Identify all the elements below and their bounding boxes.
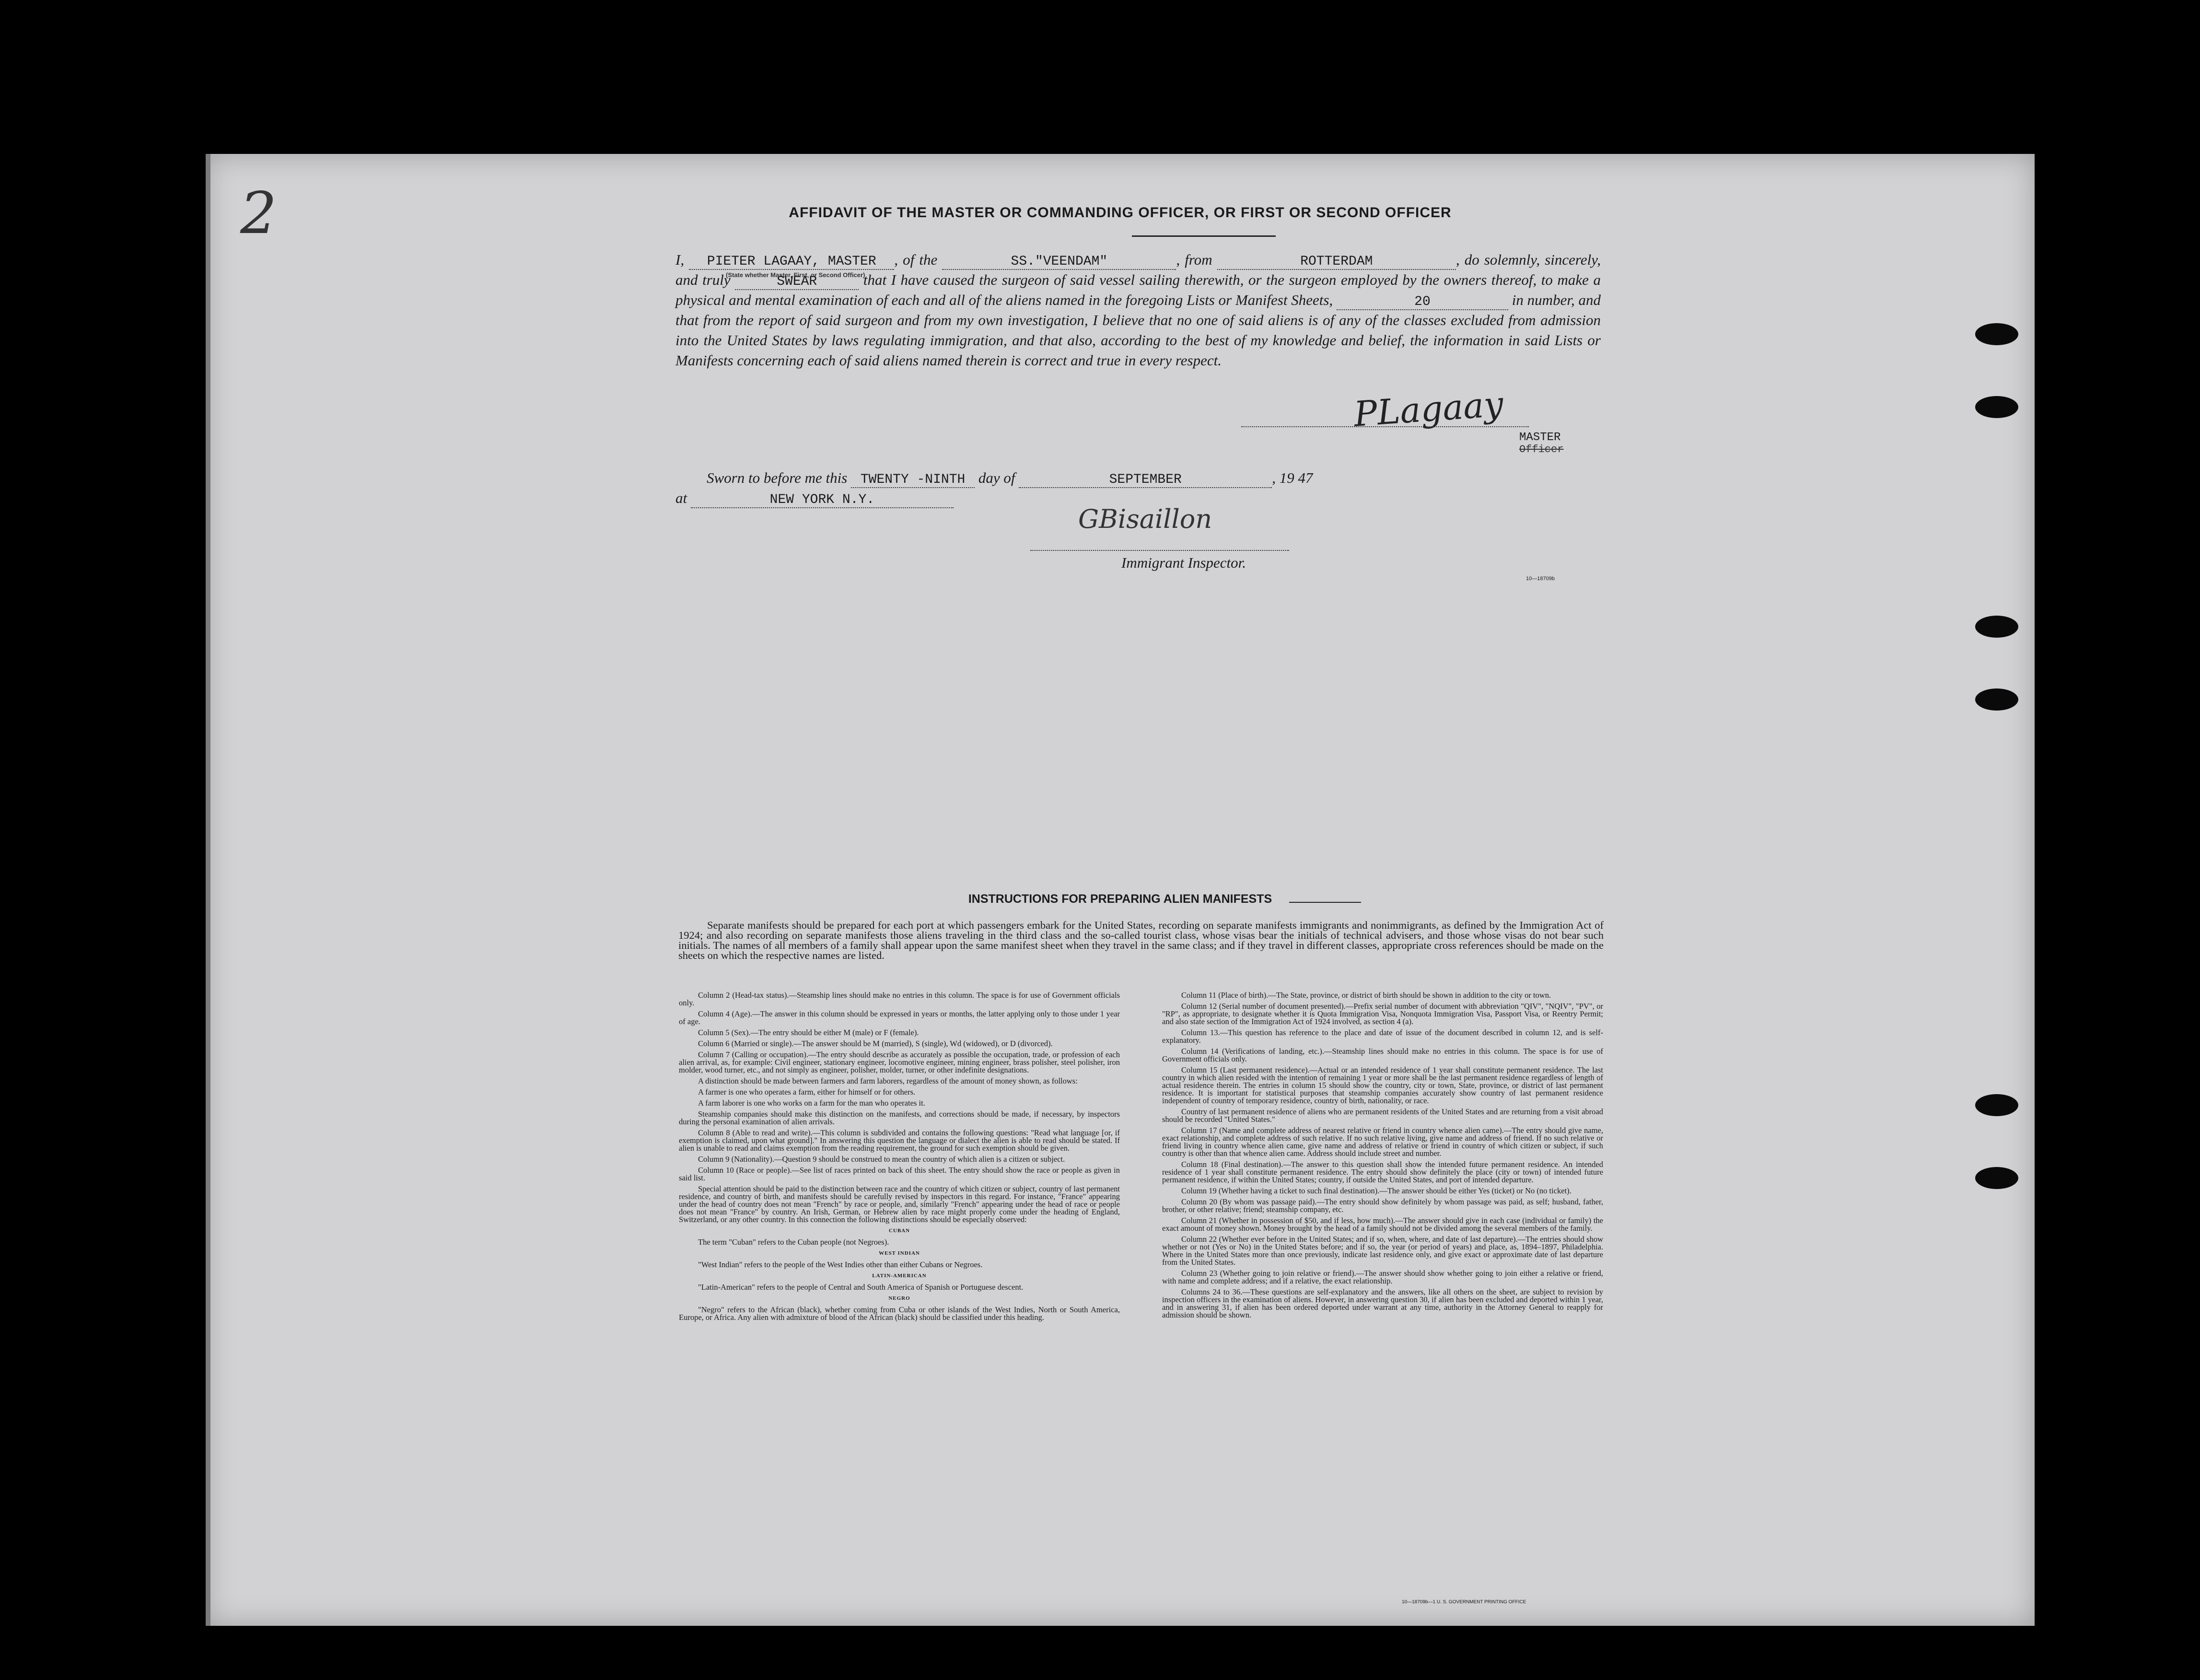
- instruction-paragraph: Columns 24 to 36.—These questions are self-explanatory and the answers, like all others on the sheet, are subject to revision by inspection officers in the examination of aliens. However, in answering question 30, if alien has been excluded and deported within 1 year, and in answering 31, if alien has been ordered deported under warrant at any time, authority in the Attorney General to reapply for admission should be shown.: [1162, 1287, 1603, 1319]
- punch-hole: [1975, 396, 2018, 418]
- cuban-definition: The term "Cuban" refers to the Cuban people (not Negroes).: [698, 1237, 889, 1247]
- instruction-paragraph: A farmer is one who operates a farm, either for himself or for others.: [698, 1087, 916, 1097]
- instruction-paragraph: Column 18 (Final destination).—The answer to this question shall show the intended future permanent residence. An intended residence of 1 year shall constitute permanent residence. The entry should show definitely the place (city or town) of intended future permanent residence, if within the United States; country, if outside the United States, and port of intended departure.: [1162, 1160, 1603, 1184]
- instructions-left-column: [679, 992, 1120, 1325]
- sworn-place-line: [675, 490, 954, 508]
- instruction-paragraph: Column 17 (Name and complete address of nearest relative or friend in country whence alien came).—The entry should give name, exact relationship, and complete address of such relative. If no such relative living, give name and address of friend. If no such relative or friend living in country whence alien came, give name and address of relative or friend in country of which citizen or subject, if such country is other than that whence alien came. Address should include street and number.: [1162, 1126, 1603, 1158]
- instruction-paragraph: Column 22 (Whether ever before in the United States; and if so, when, where, and date of last departure).—The entries should show whether or not (Yes or No) in the United States before; and if so, the year (or period of years) and place, as, 1894–1897, Philadelphia. Where in the United States more than once previously, indicate last residence only, and give exact or approximate date of last departure from the United States.: [1162, 1235, 1603, 1267]
- affidavit-body: [675, 250, 1601, 371]
- affidavit-text-1: that I have caused the surgeon of said vessel sailing therewith, or the surgeon employed by the owners thereof, to make a physical and mental examination of each and all of the aliens named in the foregoing Lists or Manifest Sheets,: [675, 271, 1601, 308]
- form-number-top: 10—18709b: [1526, 576, 1555, 582]
- inspector-signature-line: [1030, 550, 1289, 551]
- instruction-paragraph: Column 9 (Nationality).—Question 9 should be construed to mean the country of which alien is a citizen or subject.: [698, 1155, 1065, 1164]
- title-rule: [1132, 235, 1276, 237]
- instruction-paragraph: Column 6 (Married or single).—The answer should be M (married), S (single), Wd (widowed), or D (divorced).: [698, 1039, 1053, 1048]
- affidavit-text-2: in number, and that from the report of said surgeon and from my own investigation, I believe that no one of said aliens is of any of the classes excluded from admission into the United States by laws regulating immigration, and that also, according to the best of my knowledge and belief, the information in said Lists or Manifests concerning each of said aliens named therein is correct and true in every respect.: [675, 292, 1601, 369]
- signature-line: [1241, 425, 1529, 427]
- page-edge: [206, 154, 210, 1626]
- latin-american-heading: LATIN-AMERICAN: [872, 1273, 927, 1279]
- page-mark: 2: [240, 180, 277, 247]
- inspector-label: Immigrant Inspector.: [1121, 554, 1246, 571]
- instructions-right-column: [1162, 992, 1603, 1322]
- inspector-signature: GBisaillon: [1078, 504, 1212, 534]
- sworn-text-3: , 19: [1272, 469, 1294, 486]
- sworn-text-2: day of: [978, 469, 1015, 486]
- west-indian-definition: "West Indian" refers to the people of the West Indies other than either Cubans or Negroes.: [698, 1260, 983, 1269]
- instruction-paragraph: Country of last permanent residence of aliens who are permanent residents of the United States and are returning from a visit abroad should be recorded "United States.": [1162, 1107, 1603, 1124]
- punch-hole: [1975, 323, 2018, 345]
- instruction-paragraph: A distinction should be made between farmers and farm laborers, regardless of the amount of money shown, as follows:: [698, 1076, 1078, 1085]
- form-number-bottom: 10—18709b—1 U. S. GOVERNMENT PRINTING OFFICE: [1402, 1599, 1526, 1605]
- instructions-title: INSTRUCTIONS FOR PREPARING ALIEN MANIFESTS: [968, 892, 1272, 906]
- latin-american-definition: "Latin-American" refers to the people of Central and South America of Spanish or Portuguese descent.: [698, 1283, 1024, 1292]
- instruction-paragraph: Column 11 (Place of birth).—The State, province, or district of birth should be shown in addition to the city or town.: [1181, 991, 1551, 1000]
- ship-name-field: SS."VEENDAM": [942, 255, 1176, 270]
- west-indian-heading: WEST INDIAN: [879, 1250, 920, 1256]
- instruction-paragraph: Column 15 (Last permanent residence).—Actual or an intended residence of 1 year shall constitute permanent residence. The last country in which alien resided with the intention of remaining 1 year or more shall be the last permanent residence regardless of length of actual residence therein. The entries in column 15 should show the country, city or town, State, province, or district of last permanent residence. It is important for statistical purposes that steamship companies accurately show country of last permanent residence independent of country of temporary residence, country of birth, nationality, or race.: [1162, 1065, 1603, 1105]
- affidavit-of-the: , of the: [894, 251, 938, 268]
- sworn-at: at: [675, 490, 687, 506]
- affidavit-from: , from: [1176, 251, 1212, 268]
- sworn-year: 47: [1298, 469, 1313, 486]
- cuban-heading: CUBAN: [888, 1228, 910, 1234]
- port-field: ROTTERDAM: [1217, 255, 1456, 270]
- sheet-count-field: 20: [1337, 295, 1508, 310]
- instructions-rule: [1289, 902, 1361, 903]
- sworn-day-field: TWENTY -NINTH: [851, 473, 975, 488]
- instruction-paragraph: Column 7 (Calling or occupation).—The entry should describe as accurately as possible the occupation, trade, or profession of each alien arrival, as, for example: Civil engineer, stationary engineer, locomotive engineer, mining engineer, brass polisher, steel polisher, iron molder, wood turner, etc., and not simply as engineer, polisher, molder, turner, or other indefinite designations.: [679, 1050, 1120, 1074]
- negro-definition: "Negro" refers to the African (black), whether coming from Cuba or other islands of the West Indies, North or South America, Europe, or Africa. Any alien with admixture of blood of the African (black) should be classified under this heading.: [679, 1305, 1120, 1322]
- punch-hole: [1975, 616, 2018, 638]
- affidavit-do: , do: [1455, 251, 1479, 268]
- punch-hole: [1975, 688, 2018, 711]
- master-label: MASTER: [1519, 431, 1561, 444]
- oath-field: SWEAR: [735, 275, 859, 290]
- instruction-paragraph: Column 23 (Whether going to join relative or friend).—The answer should show whether going to join either a relative or friend, with name and complete address; and if a relative, the exact relationship.: [1162, 1269, 1603, 1285]
- instruction-paragraph: A farm laborer is one who works on a farm for the man who operates it.: [698, 1098, 925, 1108]
- instruction-paragraph: Column 14 (Verifications of landing, etc.).—Steamship lines should make no entries in this column. The space is for use of Government officials only.: [1162, 1047, 1603, 1063]
- instruction-paragraph: Column 13.—This question has reference to the place and date of issue of the document described in column 12, and is self-explanatory.: [1162, 1028, 1603, 1045]
- instruction-paragraph: Column 4 (Age).—The answer in this column should be expressed in years or months, the latter applying only to those under 1 year of age.: [679, 1009, 1120, 1026]
- instruction-paragraph: Column 8 (Able to read and write).—This column is subdivided and contains the following questions: "Read what language [or, if exemption is claimed, upon what ground]." In answering this question the language or dialect the alien is able to read should be stated. If alien is unable to read and claims exemption from the reading requirement, the ground for such exemption should be given.: [679, 1128, 1120, 1153]
- document-page: [206, 154, 2035, 1626]
- master-name-field: PIETER LAGAAY, MASTER: [689, 255, 894, 270]
- sworn-statement: [707, 466, 1313, 490]
- affidavit-solemnly: solemnly, sincerely, and truly: [675, 251, 1601, 288]
- affidavit-pre-name: I,: [675, 251, 685, 268]
- instruction-paragraph: Column 19 (Whether having a ticket to such final destination).—The answer should be either Yes (ticket) or No (no ticket).: [1181, 1186, 1571, 1195]
- master-signature: PLagaay: [1352, 384, 1505, 434]
- negro-heading: NEGRO: [888, 1295, 910, 1301]
- instruction-paragraph: Column 10 (Race or people).—See list of races printed on back of this sheet. The entry should show the race or people as given in said list.: [679, 1166, 1120, 1182]
- officer-struck-label: Officer: [1519, 443, 1564, 455]
- instruction-paragraph: Special attention should be paid to the distinction between race and the country of which citizen or subject, country of last permanent residence, and country of birth, and manifests should be carefully revised by inspectors in this regard. For instance, "France" appearing under the head of country does not mean "French" by race or people, and, similarly "French" appearing under the head of race or people does not mean "France" by country. An Irish, German, or Hebrew alien by race might properly come under the heading of England, Switzerland, or any other country. In this connection the following distinctions should be especially observed:: [679, 1184, 1120, 1224]
- rank-note: (State whether Master, First, or Second Officer): [726, 271, 865, 279]
- sworn-month-field: SEPTEMBER: [1019, 473, 1272, 488]
- sworn-place-field: NEW YORK N.Y.: [691, 493, 954, 508]
- instructions-intro: Separate manifests should be prepared for each port at which passengers embark for the United States, recording on separate manifests immigrants and nonimmigrants, as defined by the Immigration Act of 1924; and also recording on separate manifests those aliens traveling in the third class and the so-called tourist class, whose visas bear the initials of technical advisers, and those whose visas do not bear such initials. The names of all members of a family shall appear upon the same manifest sheet when they travel in the same class; and if they travel in different classes, appropriate cross references should be made on the sheets on which the respective names are listed.: [678, 919, 1604, 961]
- instruction-paragraph: Column 2 (Head-tax status).—Steamship lines should make no entries in this column. The space is for use of Government officials only.: [679, 991, 1120, 1007]
- instruction-paragraph: Column 5 (Sex).—The entry should be either M (male) or F (female).: [698, 1028, 919, 1037]
- punch-hole: [1975, 1094, 2018, 1116]
- punch-hole: [1975, 1167, 2018, 1189]
- instruction-paragraph: Column 21 (Whether in possession of $50, and if less, how much).—The answer should give in each case (individual or family) the exact amount of money shown. Money brought by the head of a family should not be divided among the several members of the family.: [1162, 1216, 1603, 1233]
- affidavit-title: AFFIDAVIT OF THE MASTER OR COMMANDING OFFICER, OR FIRST OR SECOND OFFICER: [789, 205, 1452, 221]
- sworn-text-1: Sworn to before me this: [707, 469, 848, 486]
- instruction-paragraph: Column 20 (By whom was passage paid).—The entry should show definitely by whom passage was paid, as self; husband, father, brother, or other relative; friend; steamship company, etc.: [1162, 1197, 1603, 1214]
- instruction-paragraph: Steamship companies should make this distinction on the manifests, and corrections should be made, if necessary, by inspectors during the personal examination of alien arrivals.: [679, 1109, 1120, 1126]
- instruction-paragraph: Column 12 (Serial number of document presented).—Prefix serial number of document with abbreviation "QIV", "NQIV", "PV", or "RP", as appropriate, to designate whether it is Quota Immigration Visa, Nonquota Immigration Visa, Passport Visa, or Reentry Permit; and also state section of the Immigration Act of 1924 involved, as section 4 (a).: [1162, 1002, 1603, 1026]
